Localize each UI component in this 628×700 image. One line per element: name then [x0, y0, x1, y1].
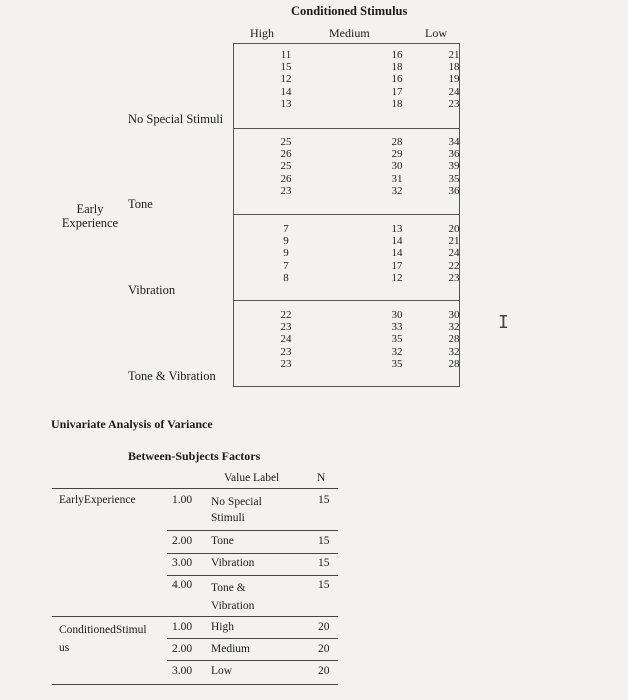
level-label	[211, 621, 234, 633]
cell-value: 23	[280, 345, 292, 358]
cell-value: 7	[283, 223, 289, 235]
cell-value: 31	[391, 172, 403, 185]
cell-value: 28	[448, 333, 460, 346]
level-code: 2.00	[172, 643, 193, 655]
col-header-high: High	[250, 26, 274, 40]
grid-cell	[272, 49, 300, 110]
level-n: 15	[318, 494, 330, 506]
row-label-tone-vibration: Tone & Vibration	[128, 369, 216, 383]
level-label-line: Vibration	[211, 557, 255, 569]
level-n: 20	[318, 621, 330, 633]
cell-value: 24	[448, 85, 460, 98]
cell-value: 36	[448, 148, 460, 161]
grid-cell	[440, 49, 468, 110]
factor-name-line: ConditionedStimul	[59, 624, 147, 636]
cell-value: 13	[280, 97, 292, 110]
level-label	[211, 535, 234, 547]
cell-value: 32	[391, 345, 403, 358]
cell-value: 30	[448, 309, 460, 321]
level-code: 3.00	[172, 665, 193, 677]
table-bottom-rule	[52, 684, 338, 685]
cell-value: 8	[283, 271, 289, 284]
level-n: 20	[318, 665, 330, 677]
row-group-label	[58, 202, 122, 230]
cell-value: 29	[391, 148, 403, 161]
grid-cell	[383, 49, 411, 110]
cell-value: 13	[391, 223, 403, 235]
grid-cell	[440, 136, 468, 197]
level-label	[211, 557, 254, 569]
level-code: 1.00	[172, 494, 193, 506]
cell-value: 18	[448, 61, 460, 74]
cell-value: 28	[448, 357, 460, 370]
row-label-tone: Tone	[128, 197, 153, 211]
grid-cell	[383, 309, 411, 370]
grid-line	[233, 43, 460, 44]
factor-rule	[52, 616, 338, 617]
cell-value: 32	[391, 184, 403, 197]
cell-value: 21	[448, 235, 460, 248]
cell-value: 30	[391, 160, 403, 173]
data-grid	[233, 43, 460, 387]
grid-line	[233, 300, 460, 301]
cell-value: 18	[391, 97, 403, 110]
level-label-line: Low	[211, 665, 233, 677]
cell-value: 21	[448, 49, 460, 61]
cell-value: 24	[448, 247, 460, 260]
row-group-label-line1: Early	[76, 202, 104, 216]
cell-value: 9	[283, 247, 289, 260]
factor-name-early-experience: EarlyExperience	[59, 494, 136, 506]
cell-value: 14	[391, 235, 403, 248]
cell-value: 25	[280, 160, 292, 173]
cell-value: 17	[391, 85, 403, 98]
level-label-line: Tone	[211, 535, 234, 547]
factor-name-conditioned-stimulus	[59, 621, 147, 657]
cell-value: 7	[283, 259, 289, 272]
grid-line	[233, 43, 234, 387]
grid-line	[233, 214, 460, 215]
cell-value: 35	[391, 333, 403, 346]
cell-value: 25	[280, 136, 292, 148]
col-header-low: Low	[425, 26, 447, 40]
level-code: 1.00	[172, 621, 193, 633]
grid-cell	[440, 309, 468, 370]
col-header-medium: Medium	[329, 26, 370, 40]
cell-value: 11	[280, 49, 292, 61]
cell-value: 35	[448, 172, 460, 185]
level-label-line: Tone &	[211, 582, 246, 594]
grid-line	[233, 386, 460, 387]
cell-value: 35	[391, 357, 403, 370]
row-rule	[167, 530, 338, 531]
cell-value: 23	[280, 184, 292, 197]
grid-cell	[272, 136, 300, 197]
cell-value: 34	[448, 136, 460, 148]
cell-value: 24	[280, 333, 292, 346]
cell-value: 16	[391, 49, 403, 61]
cell-value: 20	[448, 223, 460, 235]
grid-cell	[383, 136, 411, 197]
grid-line	[233, 128, 460, 129]
row-rule	[167, 638, 338, 639]
level-label-line: Vibration	[211, 600, 255, 612]
level-n: 15	[318, 579, 330, 591]
cell-value: 14	[391, 247, 403, 260]
grid-title: Conditioned Stimulus	[291, 4, 408, 18]
level-n: 20	[318, 643, 330, 655]
level-n: 15	[318, 535, 330, 547]
cell-value: 36	[448, 184, 460, 197]
grid-cell	[383, 223, 411, 284]
cell-value: 23	[280, 321, 292, 334]
level-label-line: High	[211, 621, 234, 633]
cell-value: 32	[448, 321, 460, 334]
cell-value: 22	[448, 259, 460, 272]
cell-value: 12	[391, 271, 403, 284]
cell-value: 16	[391, 73, 403, 86]
row-group-label-line2: Experience	[61, 216, 119, 230]
level-n: 15	[318, 557, 330, 569]
cell-value: 14	[280, 85, 292, 98]
cell-value: 23	[280, 357, 292, 370]
cell-value: 39	[448, 160, 460, 173]
level-code: 2.00	[172, 535, 193, 547]
col-header-n: N	[317, 472, 326, 484]
level-code: 3.00	[172, 557, 193, 569]
level-label-line: Medium	[211, 643, 250, 655]
cell-value: 18	[391, 61, 403, 74]
table-top-rule	[52, 488, 338, 489]
cell-value: 23	[448, 271, 460, 284]
cell-value: 23	[448, 97, 460, 110]
level-label-line: Stimuli	[211, 512, 245, 524]
factor-name-line: us	[59, 642, 70, 654]
grid-cell	[272, 309, 300, 370]
cell-value: 26	[280, 148, 292, 161]
grid-cell	[440, 223, 468, 284]
col-header-value-label: Value Label	[224, 472, 280, 484]
level-code: 4.00	[172, 579, 193, 591]
row-label-no-special-stimuli: No Special Stimuli	[128, 112, 224, 126]
grid-cell	[272, 223, 300, 284]
cell-value: 17	[391, 259, 403, 272]
text-cursor-icon: I	[498, 312, 509, 333]
cell-value: 9	[283, 235, 289, 248]
level-label	[211, 643, 250, 655]
cell-value: 28	[391, 136, 403, 148]
cell-value: 26	[280, 172, 292, 185]
cell-value: 33	[391, 321, 403, 334]
cell-value: 12	[280, 73, 292, 86]
row-rule	[167, 553, 338, 554]
factors-table-title: Between-Subjects Factors	[128, 449, 261, 463]
row-rule	[167, 575, 338, 576]
row-rule	[167, 660, 338, 661]
analysis-title: Univariate Analysis of Variance	[51, 417, 213, 431]
cell-value: 19	[448, 73, 460, 86]
cell-value: 30	[391, 309, 403, 321]
level-label-line: No Special	[211, 496, 262, 508]
level-label	[211, 494, 262, 526]
cell-value: 32	[448, 345, 460, 358]
cell-value: 22	[280, 309, 292, 321]
level-label	[211, 579, 254, 615]
row-label-vibration: Vibration	[128, 283, 176, 297]
level-label	[211, 665, 232, 677]
cell-value: 15	[280, 61, 292, 74]
